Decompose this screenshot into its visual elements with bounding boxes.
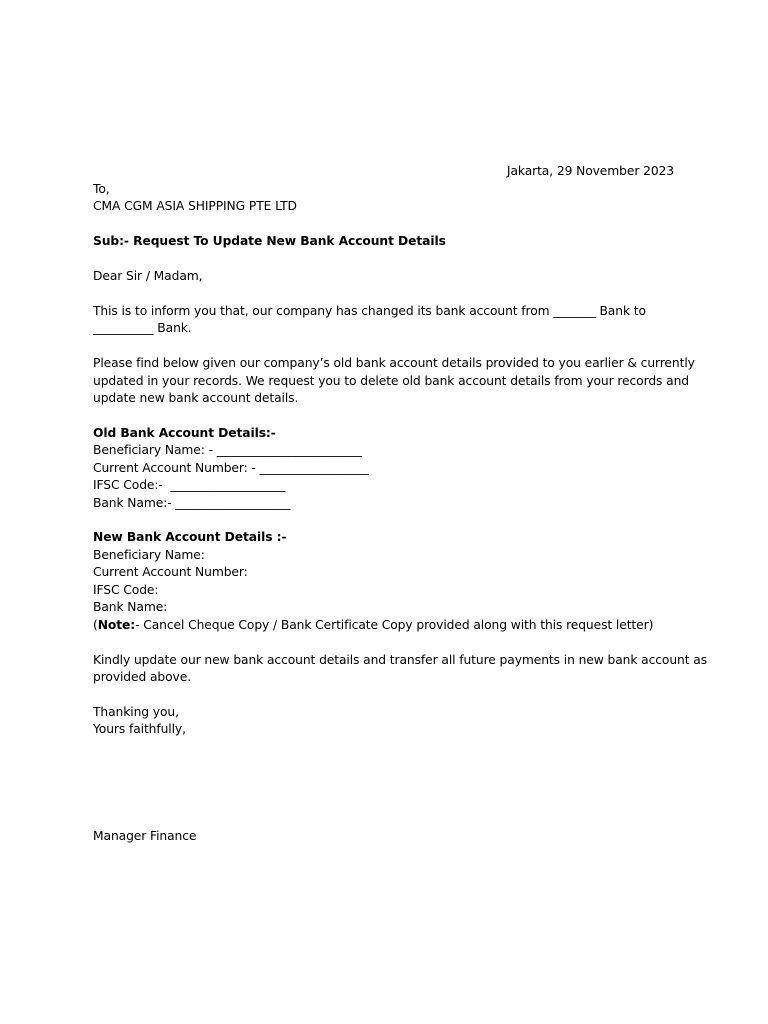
new-field-ifsc: IFSC Code: (93, 583, 159, 597)
paragraph-1-line: This is to inform you that, our company has changed its bank account from _______ Bank to (93, 304, 646, 318)
signatory-title: Manager Finance (93, 829, 197, 843)
subject-line: Sub:- Request To Update New Bank Account Details (93, 234, 446, 248)
attachment-note (93, 617, 653, 634)
paragraph-2-line: update new bank account details. (93, 391, 299, 405)
salutation: Dear Sir / Madam, (93, 269, 203, 283)
closing-yours: Yours faithfully, (93, 722, 186, 736)
old-field-bank-name: Bank Name:- ___________________ (93, 496, 291, 510)
old-field-beneficiary: Beneficiary Name: - ________________________ (93, 443, 362, 457)
new-account-heading: New Bank Account Details :- (93, 530, 287, 544)
paragraph-3-line: Kindly update our new bank account details and transfer all future payments in new bank account as (93, 653, 707, 667)
paragraph-2-line: updated in your records. We request you to delete old bank account details from your records and (93, 374, 690, 388)
paragraph-1-line: __________ Bank. (93, 321, 192, 335)
old-account-heading: Old Bank Account Details:- (93, 426, 276, 440)
paragraph-2-line: Please find below given our company’s old bank account details provided to you earlier & currently (93, 356, 695, 370)
addressee-to: To, (93, 182, 110, 196)
paragraph-3-line: provided above. (93, 670, 192, 684)
new-field-bank-name: Bank Name: (93, 600, 168, 614)
note-text: - Cancel Cheque Copy / Bank Certificate Copy provided along with this request letter) (135, 618, 654, 632)
closing-thanks: Thanking you, (93, 705, 179, 719)
note-label: Note: (97, 618, 136, 632)
new-field-beneficiary: Beneficiary Name: (93, 548, 205, 562)
old-field-account-number: Current Account Number: - __________________ (93, 461, 369, 475)
recipient-name: CMA CGM ASIA SHIPPING PTE LTD (93, 199, 297, 213)
old-field-ifsc: IFSC Code:- ___________________ (93, 478, 286, 492)
letter-date: Jakarta, 29 November 2023 (506, 164, 674, 178)
note-open-paren: ( (93, 618, 98, 632)
new-field-account-number: Current Account Number: (93, 565, 248, 579)
